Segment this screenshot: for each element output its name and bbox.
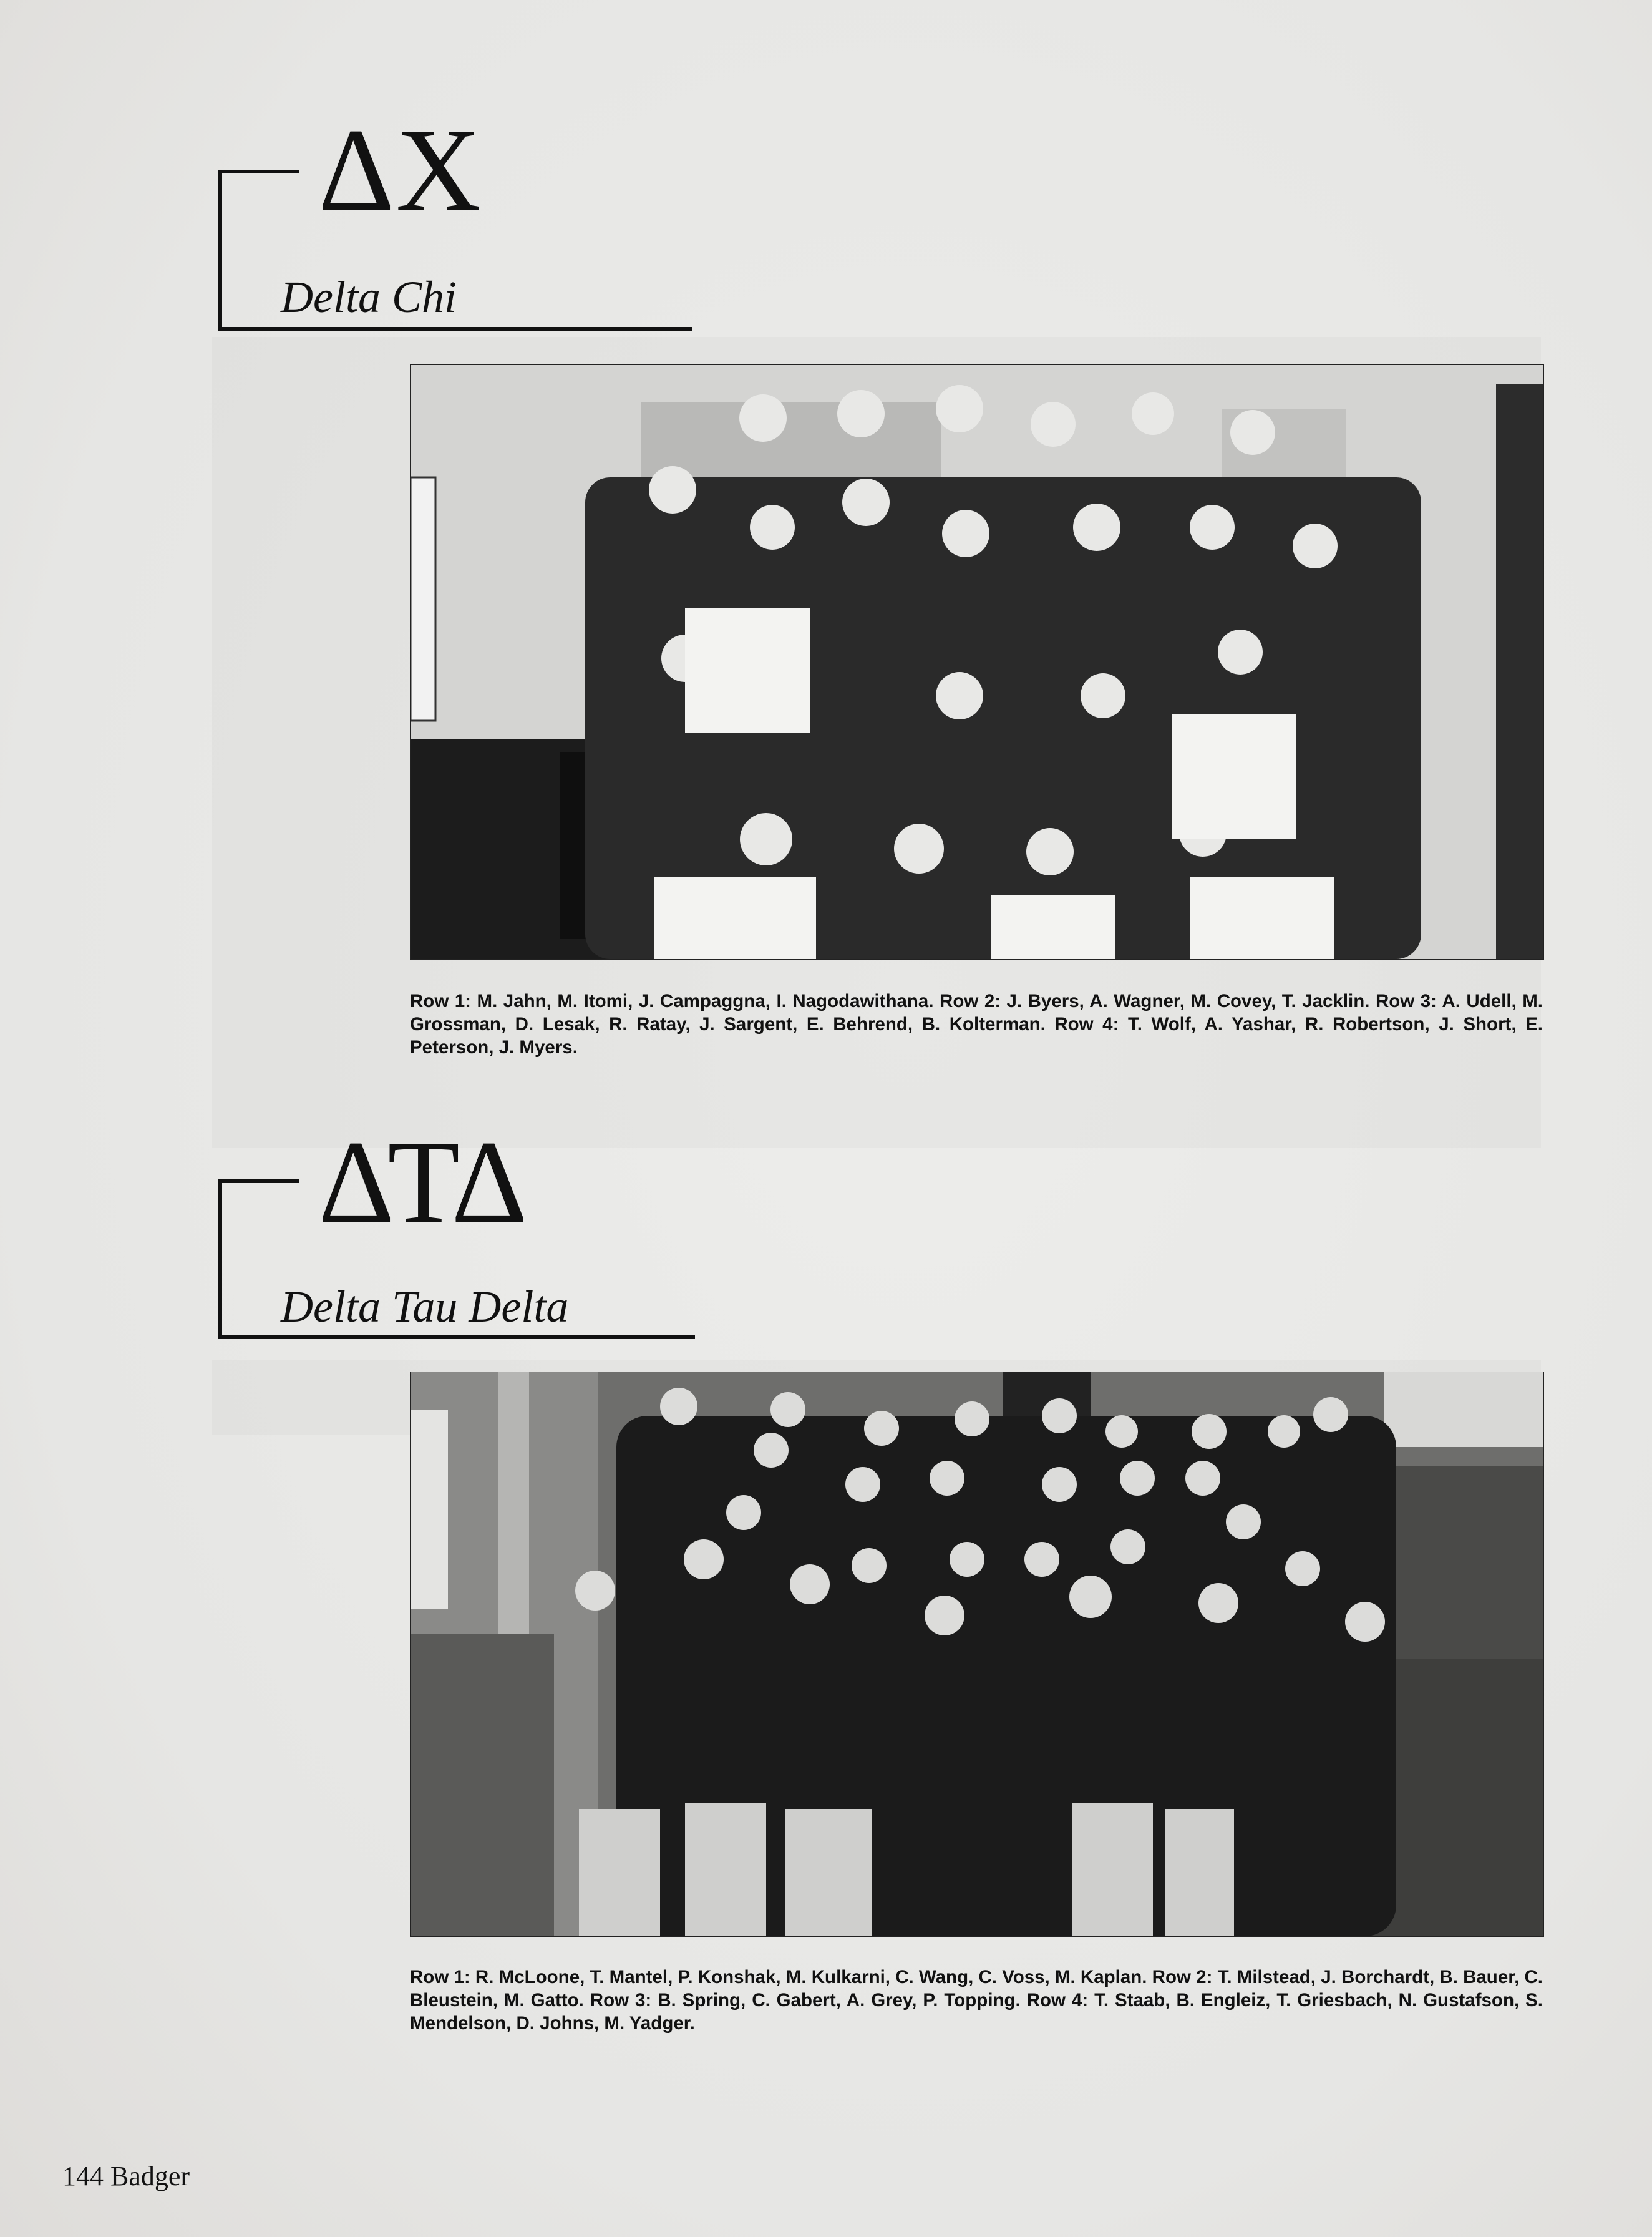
header-bracket-underline bbox=[218, 327, 692, 331]
section-title: Delta Tau Delta bbox=[281, 1282, 569, 1332]
header-bracket-top bbox=[218, 170, 299, 173]
photo-caption: Row 1: R. McLoone, T. Mantel, P. Konshak, M. Kulkarni, C. Wang, C. Voss, M. Kaplan. Row 2: T. Milstead, J. Borchardt, B. Bauer, C. Bleustein, M. Gatto. Row 3: B. Spring, C. Gabert, A. Grey, P. Topping. Row 4: T. Staab, B. Engleiz, T. Griesbach, N. Gustafson, S. Mendelson, D. Johns, M. Yadger. bbox=[410, 1967, 1543, 2034]
greek-letters: ΔX bbox=[318, 105, 483, 236]
section-title: Delta Chi bbox=[281, 272, 457, 322]
photo-illustration bbox=[411, 1372, 1543, 1936]
group-photo-delta-chi bbox=[410, 364, 1544, 960]
header-bracket-left bbox=[218, 1179, 222, 1339]
greek-letters: ΔΤΔ bbox=[318, 1117, 529, 1248]
header-bracket-underline bbox=[218, 1335, 695, 1339]
photo-caption: Row 1: M. Jahn, M. Itomi, J. Campaggna, I. Nagodawithana. Row 2: J. Byers, A. Wagner, M. Covey, T. Jacklin. Row 3: A. Udell, M. Grossman, D. Lesak, R. Ratay, J. Sargent, E. Behrend, B. Kolterman. Row 4: T. Wolf, A. Yashar, R. Robertson, J. Short, E. Peterson, J. Myers. bbox=[410, 991, 1543, 1058]
photo-illustration bbox=[411, 365, 1543, 959]
page-number: 144 Badger bbox=[62, 2161, 190, 2191]
group-photo-delta-tau-delta bbox=[410, 1372, 1544, 1937]
header-bracket-top bbox=[218, 1179, 299, 1183]
header-bracket-left bbox=[218, 170, 222, 331]
